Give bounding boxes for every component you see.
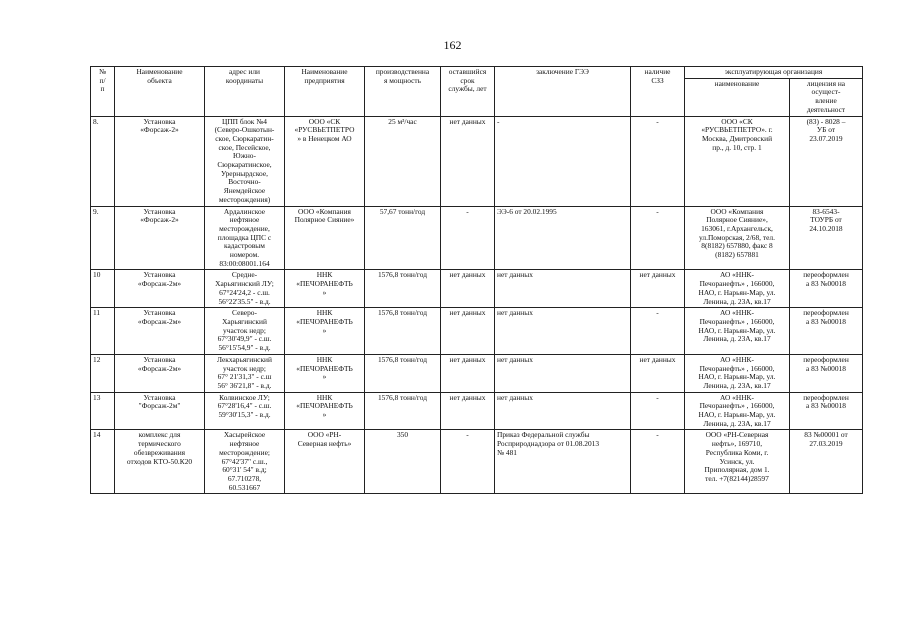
- cell-number: 13: [91, 392, 115, 430]
- header-operator-group: эксплуатирующая организация: [685, 67, 863, 79]
- cell-capacity: 25 м³/час: [365, 116, 441, 206]
- cell-address: Лекхарьягинский участок недр; 67° 21'31,3" - с.ш 56° 36'21,8" - в.д.: [205, 354, 285, 392]
- cell-service-life: нет данных: [441, 270, 495, 308]
- header-capacity: производственна я мощность: [365, 67, 441, 117]
- cell-gee-conclusion: нет данных: [495, 270, 631, 308]
- cell-enterprise: ООО «СК «РУСВЬЕТПЕТРО » в Ненецком АО: [285, 116, 365, 206]
- cell-enterprise: ННК «ПЕЧОРАНЕФТЬ »: [285, 308, 365, 355]
- cell-sanitary-zone: -: [631, 430, 685, 494]
- cell-sanitary-zone: нет данных: [631, 270, 685, 308]
- cell-service-life: -: [441, 206, 495, 270]
- cell-operator-name: ООО «СК «РУСВЬЕТПЕТРО». г. Москва, Дмитровский пр., д. 10, стр. 1: [685, 116, 790, 206]
- table-row: [91, 354, 863, 392]
- cell-sanitary-zone: нет данных: [631, 354, 685, 392]
- cell-sanitary-zone: -: [631, 308, 685, 355]
- cell-enterprise: ННК «ПЕЧОРАНЕФТЬ »: [285, 270, 365, 308]
- header-address: адрес или координаты: [205, 67, 285, 117]
- cell-address: Средне- Харьягинский ЛУ; 67°24'24,2 - с.ш. 56°22'35.5" - в.д.: [205, 270, 285, 308]
- cell-address: ЦПП блок №4 (Северо-Ошкотын- ское, Сюркаратин- ское, Песейское, Южно- Сюркаратинское, Урернырдское, Восточно- Янемдейское месторождения): [205, 116, 285, 206]
- table-row: [91, 308, 863, 355]
- cell-capacity: 1576,8 тонн/год: [365, 354, 441, 392]
- cell-license: (83) - 8028 – УБ от 23.07.2019: [790, 116, 863, 206]
- cell-operator-name: ООО «Компания Полярное Сияние», 163061, г.Архангельск, ул.Поморская, 2/68, тел. 8(8182) 657880, факс 8 (8182) 657881: [685, 206, 790, 270]
- cell-license: переоформлен а 83 №00018: [790, 308, 863, 355]
- header-service-life: оставшийся срок службы, лет: [441, 67, 495, 117]
- header-sanitary-zone: наличие СЗЗ: [631, 67, 685, 117]
- cell-number: 11: [91, 308, 115, 355]
- cell-operator-name: АО «ННК- Печоранефть» , 166000, НАО, г. Нарьян-Мар, ул. Ленина, д. 23А, кв.17: [685, 354, 790, 392]
- table-row: [91, 430, 863, 494]
- cell-enterprise: ННК «ПЕЧОРАНЕФТЬ »: [285, 392, 365, 430]
- header-enterprise: Наименование предприятия: [285, 67, 365, 117]
- cell-address: Ардалинское нефтяное месторождение, площадка ЦПС с кадастровым номером. 83:00:08001.164: [205, 206, 285, 270]
- table-row: [91, 270, 863, 308]
- cell-service-life: нет данных: [441, 116, 495, 206]
- cell-operator-name: АО «ННК- Печоранефть» , 166000, НАО, г. Нарьян-Мар, ул. Ленина, д. 23А, кв.17: [685, 308, 790, 355]
- cell-license: 83 №00001 от 27.03.2019: [790, 430, 863, 494]
- cell-sanitary-zone: -: [631, 206, 685, 270]
- cell-operator-name: АО «ННК- Печоранефть» , 166000, НАО, г. Нарьян-Мар, ул. Ленина, д. 23А, кв.17: [685, 270, 790, 308]
- cell-license: переоформлен а 83 №00018: [790, 354, 863, 392]
- cell-address: Северо- Харьягинский участок недр; 67°30'49,9" - с.ш. 56°15'54,9" - в.д.: [205, 308, 285, 355]
- cell-number: 14: [91, 430, 115, 494]
- cell-object-name: Установка "Форсаж-2м": [115, 392, 205, 430]
- cell-gee-conclusion: Приказ Федеральной службы Росприроднадзора от 01.08.2013 № 481: [495, 430, 631, 494]
- header-gee-conclusion: заключение ГЭЭ: [495, 67, 631, 117]
- cell-gee-conclusion: нет данных: [495, 392, 631, 430]
- cell-service-life: нет данных: [441, 308, 495, 355]
- cell-address: Колвинское ЛУ; 67°28'16,4" - с.ш. 59°30'15,3" - в.д.: [205, 392, 285, 430]
- cell-number: 8.: [91, 116, 115, 206]
- header-operator-name: наименование: [685, 78, 790, 116]
- table-row: [91, 116, 863, 206]
- cell-capacity: 350: [365, 430, 441, 494]
- header-license: лицензия на осущест- вление деятельност: [790, 78, 863, 116]
- cell-number: 12: [91, 354, 115, 392]
- cell-object-name: комплекс для термического обезвреживания отходов КТО-50.К20: [115, 430, 205, 494]
- cell-object-name: Установка «Форсаж-2»: [115, 116, 205, 206]
- header-num: № п/ п: [91, 67, 115, 117]
- cell-sanitary-zone: -: [631, 392, 685, 430]
- cell-sanitary-zone: -: [631, 116, 685, 206]
- table-row: [91, 206, 863, 270]
- cell-capacity: 1576,8 тонн/год: [365, 270, 441, 308]
- cell-object-name: Установка «Форсаж-2м»: [115, 354, 205, 392]
- header-object-name: Наименование объекта: [115, 67, 205, 117]
- cell-capacity: 57,67 тонн/год: [365, 206, 441, 270]
- cell-gee-conclusion: ЭЭ-6 от 20.02.1995: [495, 206, 631, 270]
- cell-operator-name: АО «ННК- Печоранефть» , 166000, НАО, г. Нарьян-Мар, ул. Ленина, д. 23А, кв.17: [685, 392, 790, 430]
- cell-service-life: нет данных: [441, 354, 495, 392]
- cell-object-name: Установка «Форсаж-2»: [115, 206, 205, 270]
- cell-license: переоформлен а 83 №00018: [790, 270, 863, 308]
- cell-enterprise: ООО «Компания Полярное Сияние»: [285, 206, 365, 270]
- cell-address: Хасырейское нефтяное месторождение; 67°42'37" с.ш., 60°31' 54" в.д; 67.710278, 60.531667: [205, 430, 285, 494]
- table-row: [91, 392, 863, 430]
- cell-operator-name: ООО «РН-Северная нефть», 169710, Республика Коми, г. Усинск, ул. Приполярная, дом 1. тел. +7(82144)28597: [685, 430, 790, 494]
- cell-gee-conclusion: нет данных: [495, 354, 631, 392]
- cell-gee-conclusion: нет данных: [495, 308, 631, 355]
- cell-service-life: нет данных: [441, 392, 495, 430]
- cell-number: 10: [91, 270, 115, 308]
- table-body: [91, 116, 863, 494]
- cell-object-name: Установка «Форсаж-2м»: [115, 270, 205, 308]
- register-table: [90, 66, 863, 494]
- page-number: 162: [443, 38, 462, 52]
- cell-object-name: Установка «Форсаж-2м»: [115, 308, 205, 355]
- cell-gee-conclusion: -: [495, 116, 631, 206]
- header-row-1: [91, 67, 863, 79]
- cell-enterprise: ООО «РН- Северная нефть»: [285, 430, 365, 494]
- cell-service-life: -: [441, 430, 495, 494]
- cell-capacity: 1576,8 тонн/год: [365, 392, 441, 430]
- cell-license: 83-6543- ТОУРБ от 24.10.2018: [790, 206, 863, 270]
- cell-license: переоформлен а 83 №00018: [790, 392, 863, 430]
- cell-number: 9.: [91, 206, 115, 270]
- cell-capacity: 1576,8 тонн/год: [365, 308, 441, 355]
- cell-enterprise: ННК «ПЕЧОРАНЕФТЬ »: [285, 354, 365, 392]
